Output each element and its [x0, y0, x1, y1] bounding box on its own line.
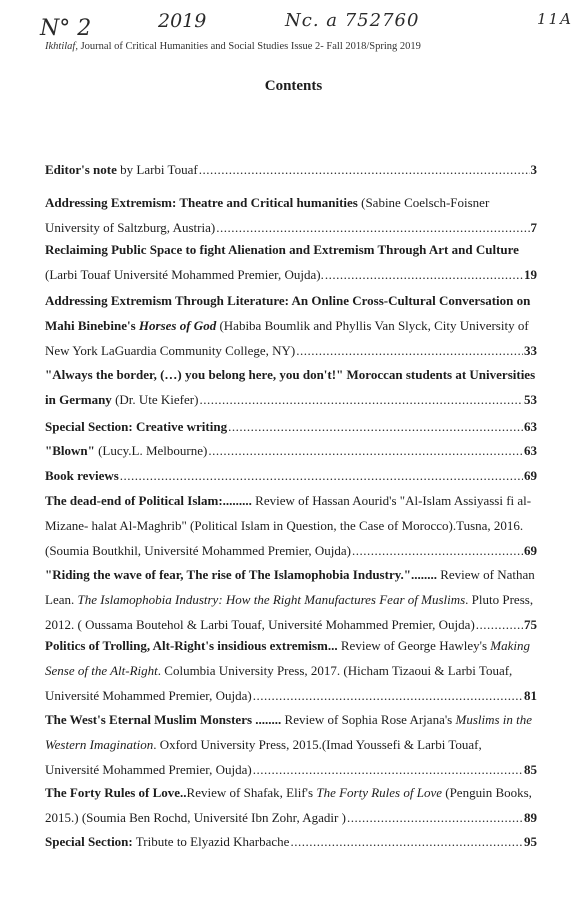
page-number: 89 [524, 810, 537, 825]
leader-dots [208, 438, 523, 463]
entry-publisher: . Columbia University Press, 2017. (Hicham Tizaoui & Larbi Touaf, [157, 663, 513, 678]
entry-review: Review of Hassan Aourid's "Al-Islam Assiyassi fi al- [251, 493, 532, 508]
leader-dots [253, 757, 523, 782]
page-number: 19 [524, 267, 537, 282]
entry-affiliation: Université Mohammed Premier, Oujda) [45, 762, 252, 777]
toc-entry-muslim-monsters [45, 707, 537, 782]
entry-title: The dead-end of Political Islam: [45, 493, 223, 508]
journal-issue-info: Journal of Critical Humanities and Social Studies Issue 2- Fall 2018/Spring 2019 [77, 41, 421, 52]
entry-author: 2012. ( Oussama Boutehol & Larbi Touaf, Université Mohammed Premier, Oujda) [45, 617, 475, 632]
entry-author: (Sabine Coelsch-Foisner [357, 195, 490, 210]
entry-affiliation: Université Mohammed Premier, Oujda) [45, 688, 252, 703]
toc-entry-tribute [45, 829, 537, 854]
toc-entry-theatre-humanities [45, 190, 537, 240]
entry-author: (Larbi Touaf Université Mohammed Premier, Oujda). [45, 267, 324, 282]
entry-publisher: (Penguin Books, [442, 785, 532, 800]
handwritten-annotations [0, 6, 587, 46]
leader-dots [199, 157, 530, 182]
entry-title: Special Section: [45, 834, 133, 849]
entry-title-cont: in Germany [45, 392, 112, 407]
entry-title: Special Section: Creative writing [45, 419, 228, 434]
entry-affiliation: New York LaGuardia Community College, NY) [45, 343, 296, 358]
toc-entry-book-reviews [45, 463, 537, 488]
leader-dots [325, 262, 523, 287]
entry-author: (Habiba Boumlik and Phyllis Van Slyck, City University of [216, 318, 529, 333]
entry-book-title-cont: Western Imagination [45, 737, 154, 752]
toc-entry-editors-note [45, 157, 537, 182]
entry-title: The Forty Rules of Love [45, 785, 181, 800]
entry-affiliation: University of Saltzburg, Austria) [45, 220, 216, 235]
handwritten-year: 2019 [158, 10, 207, 32]
entry-title: "Riding the wave of fear, The rise of The Islamophobia Industry." [45, 567, 411, 582]
inline-dots: ........ [252, 712, 282, 727]
toc-entry-creative-writing [45, 414, 537, 439]
leader-dots [352, 538, 523, 563]
entry-book-title-cont: Sense of the Alt-Right [45, 663, 158, 678]
toc-entry-border [45, 362, 537, 412]
page-number: 69 [524, 468, 537, 483]
journal-header [45, 41, 421, 52]
entry-book-title: The Forty Rules of Love [316, 785, 442, 800]
entry-book-title: Muslims in the [455, 712, 533, 727]
handwritten-issue-number: N° 2 [40, 16, 92, 41]
toc-entry-blown [45, 438, 537, 463]
leader-dots [228, 414, 523, 439]
handwritten-reference: Nc. a 752760 [285, 10, 420, 31]
leader-dots [253, 683, 523, 708]
inline-dots: ........ [410, 567, 437, 582]
page-number: 85 [524, 762, 537, 777]
entry-title: Book reviews [45, 468, 119, 483]
entry-title-cont: Mahi Binebine's [45, 318, 139, 333]
toc-entry-islamophobia [45, 562, 537, 637]
leader-dots [199, 387, 523, 412]
entry-author: 2015.) (Soumia Ben Rochd, Université Ibn Zohr, Agadir ) [45, 810, 346, 825]
leader-dots [296, 338, 523, 363]
toc-entry-literature [45, 288, 537, 363]
page-number: 7 [530, 220, 537, 235]
entry-title: Editor's note [45, 162, 117, 177]
handwritten-page-mark: 11A [537, 10, 573, 28]
entry-review: Review of Shafak, Elif's [186, 785, 317, 800]
entry-title: Addressing Extremism: Theatre and Critical humanities [45, 195, 358, 210]
entry-author: (Dr. Ute Kiefer) [111, 392, 199, 407]
entry-book-title: Making [490, 638, 531, 653]
entry-title: Addressing Extremism Through Literature: An Online Cross-Cultural Conversation on [45, 293, 531, 308]
entry-book-title: The Islamophobia Industry: How the Right Manufactures Fear of Muslims [77, 592, 466, 607]
toc-entry-political-islam [45, 488, 537, 563]
entry-author: by Larbi Touaf [116, 162, 198, 177]
inline-dots: .. [180, 785, 187, 800]
entry-review: Review of Sophia Rose Arjana's [281, 712, 456, 727]
toc-entry-trolling [45, 633, 537, 708]
entry-author: (Soumia Boutkhil, Université Mohammed Premier, Oujda) [45, 543, 352, 558]
entry-review: Review of Nathan [436, 567, 535, 582]
entry-subtitle: Tribute to Elyazid Kharbache [132, 834, 290, 849]
entry-publisher: . Pluto Press, [465, 592, 534, 607]
entry-title: "Blown" [45, 443, 95, 458]
entry-review-cont: Mizane- halat Al-Maghrib" (Political Islam in Question, the Case of Morocco).Tusna, 2016. [45, 518, 524, 533]
entry-title: "Always the border, (…) you belong here, you don't!" Moroccan students at Universities [45, 367, 536, 382]
journal-name: Ikhtilaf, [45, 41, 78, 52]
entry-publisher: . Oxford University Press, 2015.(Imad Youssefi & Larbi Touaf, [153, 737, 482, 752]
entry-review: Review of George Hawley's [337, 638, 491, 653]
entry-title: Politics of Trolling, Alt-Right's insidious extremism... [45, 638, 338, 653]
page-number: 69 [524, 543, 537, 558]
page-number: 63 [524, 419, 537, 434]
page-number: 3 [530, 162, 537, 177]
page-number: 81 [524, 688, 537, 703]
toc-entry-public-space [45, 237, 537, 287]
inline-dots: ......... [222, 493, 252, 508]
leader-dots [120, 463, 523, 488]
toc-entry-forty-rules [45, 780, 537, 830]
entry-title: The West's Eternal Muslim Monsters [45, 712, 253, 727]
page-title: Contents [264, 78, 323, 94]
entry-author: (Lucy.L. Melbourne) [94, 443, 208, 458]
page-number: 75 [524, 617, 537, 632]
leader-dots [347, 805, 523, 830]
page-number: 33 [524, 343, 537, 358]
page-number: 63 [524, 443, 537, 458]
page-number: 95 [524, 834, 537, 849]
page-number: 53 [524, 392, 537, 407]
entry-book-title: Horses of God [138, 318, 217, 333]
entry-title: Reclaiming Public Space to fight Alienation and Extremism Through Art and Culture [45, 242, 519, 257]
entry-review-cont: Lean. [45, 592, 78, 607]
leader-dots [290, 829, 523, 854]
